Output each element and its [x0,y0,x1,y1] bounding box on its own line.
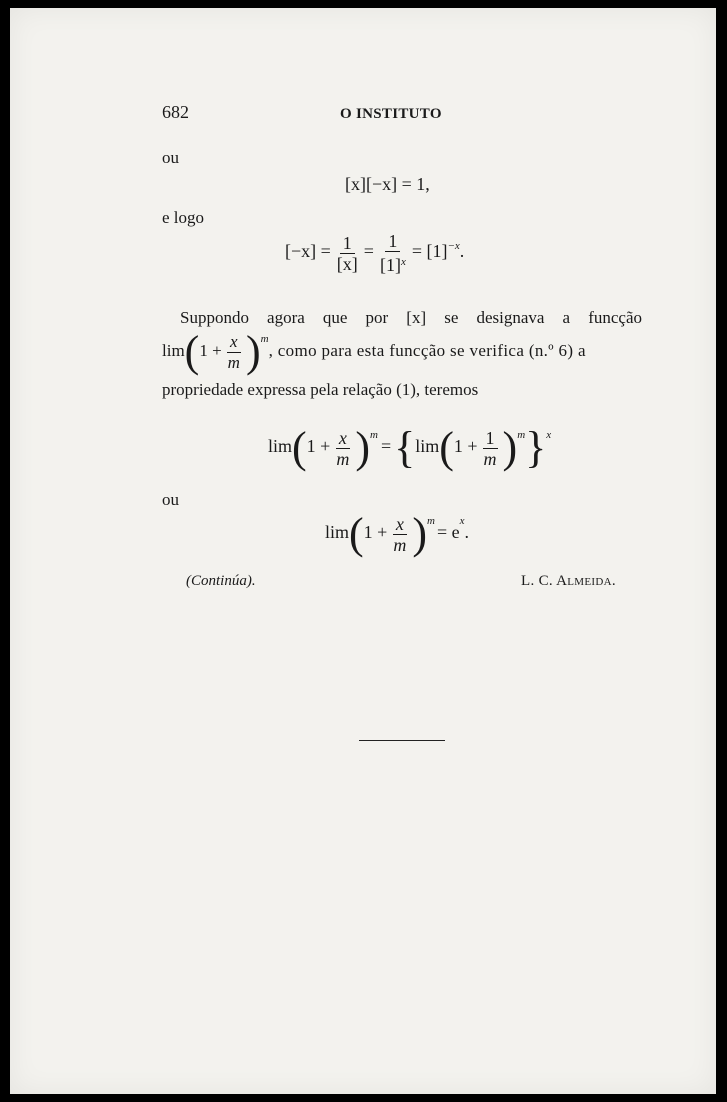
eq3-one2: 1 + [453,436,478,457]
p2-exp: m [260,332,269,345]
word-ou-1: ou [162,148,179,167]
page-number: 682 [162,102,189,122]
eq2-fraction-1 [334,234,361,273]
p2-fraction [225,333,243,372]
eq4-lparen: ( [349,509,364,558]
p2-rest: , como para esta funcção se verifica (n.º 6) a [268,340,586,360]
eq3-num1: x [336,429,350,449]
running-title: O INSTITUTO [340,106,442,122]
eq2-f1-den: [x] [336,253,358,274]
eq3-exp2: m [517,429,526,442]
eq3-den2: m [483,448,497,469]
eq3-lbrace: { [394,423,416,472]
eq3-eq: = [380,436,392,457]
eq2-f2-den-exp: x [400,256,406,268]
eq2-end: . [459,241,465,262]
eq4-rhs: = e [436,522,460,543]
p2-den: m [227,352,240,372]
equation-3 [268,423,552,472]
eq3-lim1: lim [268,436,293,457]
eq3-lparen2: ( [439,423,454,472]
eq2-f1-num: 1 [340,234,355,254]
word-e-logo: e logo [162,208,205,227]
eq3-den1: m [336,448,350,469]
eq2-fraction-2 [377,232,409,274]
eq2-mid: = [363,241,374,262]
eq2-rhs: = [1] [411,241,448,262]
eq3-rparen2: ) [502,423,518,472]
eq4-end: . [464,522,469,543]
paragraph-line-2 [162,327,644,376]
eq2-f2-den [377,252,409,274]
eq3-one1: 1 + [306,436,331,457]
eq2-rhs-exp: −x [447,240,460,253]
p2-rparen: ) [245,327,261,376]
equation-4 [325,509,469,558]
eq3-lparen1: ( [292,423,307,472]
eq4-lim: lim [325,522,350,543]
paragraph-line-3: propriedade expressa pela relação (1), teremos [162,380,479,399]
equation-1: [x][−x] = 1, [345,174,430,194]
p2-lparen: ( [184,327,200,376]
eq3-rparen1: ) [355,423,370,472]
page [10,8,716,1094]
word-ou-2: ou [162,490,179,509]
eq2-lhs: [−x] = [285,241,331,262]
p2-one: 1 + [199,340,222,360]
eq3-exp3: x [546,429,552,442]
eq3-num2: 1 [483,429,498,449]
eq4-den: m [393,534,407,555]
p2-num: x [227,333,241,353]
eq3-fraction-2 [481,429,500,468]
eq4-num: x [393,515,407,535]
eq4-exp: m [426,515,435,528]
eq2-f2-den-base: [1] [379,255,401,275]
eq2-f2-num: 1 [385,232,400,252]
eq3-lim2: lim [415,436,440,457]
author-signature: L. C. Almeida. [521,573,616,589]
eq4-rhs-exp: x [459,515,465,528]
eq3-rbrace: } [525,423,547,472]
paragraph-line-1: Suppondo agora que por [x] se designava a funcção [180,308,642,327]
eq4-fraction [390,515,409,554]
eq3-exp1: m [369,429,378,442]
continua-note: (Continúa). [186,573,256,589]
p2-lim: lim [162,340,185,360]
eq4-rparen: ) [412,509,427,558]
eq3-fraction-1 [333,429,352,468]
equation-2 [285,232,464,274]
closing-rule [359,740,445,741]
eq4-one: 1 + [363,522,388,543]
